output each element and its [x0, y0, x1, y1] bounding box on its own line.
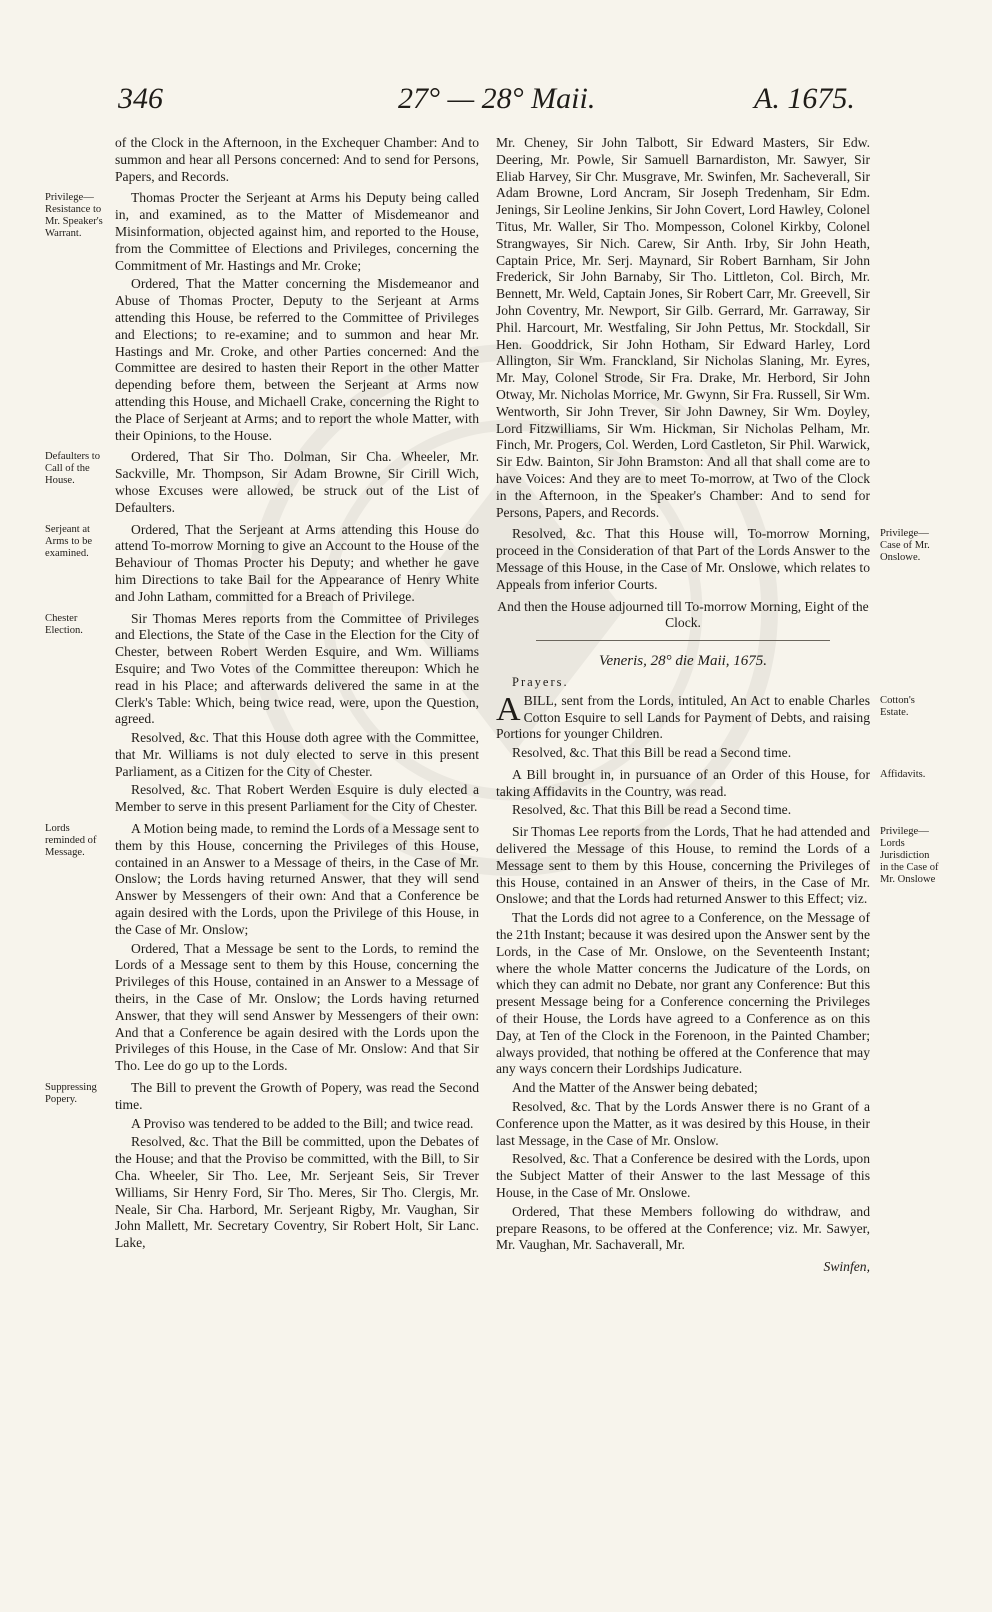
entry-block [496, 135, 870, 521]
entry-block [45, 449, 479, 516]
marginal-note: Chester Election. [45, 612, 83, 636]
day-heading: Veneris, 28° die Maii, 1675. [598, 653, 768, 670]
entry-paragraph: That the Lords did not agree to a Conference, on the Message of the 21th Instant; because it was desired upon the Answer sent by the Lords, in the Case of Mr. Onslowe, on the Seventeenth Instant; where the whole Matter concerns the Judicature of the Lords, on which they can admit no Debate, nor grant any Conference: But this present Message being for a Conference concerning the Privileges of their House, the Lords have agreed to a Conference as on this Day, at Ten of the Clock in the Forenoon, in the Painted Chamber; always provided, that nothing be offered at the Conference that may any ways concern their Lordships Judicature. [496, 910, 870, 1077]
adjournment-text: And then the House adjourned till To-morrow Morning, Eight of the Clock. [497, 598, 869, 631]
entry-paragraph: Ordered, That Sir Tho. Dolman, Sir Cha. Wheeler, Mr. Sackville, Mr. Thompson, Sir Adam Browne, Sir Cirill Wich, whose Excuses were allowed, be struck out of the List of Defaulters. [115, 449, 479, 515]
catchword: Swinfen, [823, 1259, 870, 1275]
marginal-note: Defaulters to Call of the House. [45, 451, 101, 487]
page-header [0, 82, 992, 130]
right-column-bottom [496, 690, 939, 1255]
prayers-label: Prayers. [512, 674, 569, 689]
marginal-note: Privilege— Lords Jurisdiction in the Case of Mr. Onslowe [880, 826, 939, 886]
entry-paragraph: Ordered, That a Message be sent to the Lords, to remind the Lords of a Message sent to them by this House, concerning the Privileges of this House, contained in an Answer to a Message of theirs, in the Case of Mr. Onslow; the Lords having returned Answer, that they will send Answer by Messengers of their own: And that a Conference be again desired with the Lords upon the Privileges of this House, in the Case of Mr. Onslow: And that Sir Tho. Lee do go up to the Lords. [115, 940, 479, 1074]
entry-paragraph: Resolved, &c. That this House will, To-morrow Morning, proceed in the Consideration of that Part of the Lords Answer to the Message of this House, in the Case of Mr. Onslowe, which relates to Appeals from inferior Courts. [496, 526, 870, 592]
entry-paragraph: Resolved, &c. That Robert Werden Esquire is duly elected a Member to serve in this present Parliament for the City of Chester. [115, 782, 479, 815]
entry-paragraph: Resolved, &c. That this Bill be read a Second time. [512, 745, 792, 761]
entry-paragraph: Resolved, &c. That this Bill be read a Second time. [512, 802, 792, 818]
entry-paragraph: Resolved, &c. That this House doth agree with the Committee, that Mr. Williams is not duly elected to serve in this present Parliament, as a Citizen for the City of Chester. [115, 730, 479, 779]
entry-block [496, 526, 930, 593]
adjournment-block [496, 599, 870, 633]
entry-paragraph: A Bill brought in, in pursuance of an Order of this House, for taking Affidavits in the Country, was read. [496, 766, 870, 799]
entry-paragraph: Resolved, &c. That a Conference be desired with the Lords, upon the Subject Matter of their Answer to the last Message of this House, in the Case of Mr. Onslowe. [496, 1151, 870, 1201]
marginal-note: Lords reminded of Message. [45, 823, 97, 859]
entry-paragraph: Ordered, That the Matter concerning the Misdemeanor and Abuse of Thomas Procter, Deputy to the Serjeant at Arms attending this House, be referred to the Committee of Privileges and Elections; to re-examine; and to summon and hear Mr. Hastings and Mr. Croke, and other Parties concerned: And the Committee are desired to hasten their Report in the other Matter depending before them, between the Serjeant at Arms now attending this House, and Michaell Crake, concerning the Right to the Place of Serjeant at Arms; and to report the whole Matter, with their Opinions, to the House. [115, 276, 479, 443]
entry-block [45, 521, 479, 606]
drop-cap: A [496, 690, 521, 728]
marginal-note: Affidavits. [880, 768, 926, 780]
header-date: 27° — 28° Maii. [398, 82, 596, 115]
entry-paragraph: And the Matter of the Answer being debated; [512, 1080, 758, 1096]
entry-paragraph: Sir Thomas Meres reports from the Committee of Privileges and Elections, the State of the Case in the Election for the City of Chester, between Robert Werden Esquire, and Wm. Williams Esquire; and Two Votes of the Committee thereupon: Which he read in his Place; and afterwards delivered the same in at the Clerk's Table: Which, being twice read, were, upon the Question, agreed. [115, 610, 479, 727]
entry-paragraph: Mr. Cheney, Sir John Talbott, Sir Edward Masters, Sir Edw. Deering, Mr. Powle, Sir Samuell Barnardiston, Mr. Sawyer, Sir Eliab Harvey, Sir Chr. Musgrave, Mr. Swinfen, Mr. Sacheverall, Sir Adam Browne, Lord Ancram, Sir Joseph Tredenham, Sir Edm. Jenings, Sir Leoline Jenkins, Sir John Covert, Lord Hawley, Colonel Titus, Mr. Waller, Sir Tho. Mompesson, Colonel Kirkby, Colonel Strangwayes, Sir Nich. Carew, Sir Anth. Irby, Sir John Heath, Captain Price, Mr. Serj. Maynard, Sir Robert Barnham, Sir John Frederick, Sir John Barnaby, Sir Tho. Littleton, Col. Birch, Mr. Bennett, Mr. Weld, Captain Jones, Sir Robert Carr, Mr. Greevell, Sir John Coventry, Mr. Newport, Sir Gilb. Gerrard, Mr. Garraway, Sir Phil. Harcourt, Mr. Westfaling, Sir John Pettus, Mr. Stockdall, Sir Hen. Gooddrick, Sir John Hotham, Sir Edward Harley, Lord Allington, Sir Wm. Franckland, Sir Nicholas Slaning, Mr. Eyres, Mr. May, Colonel Strode, Sir Fra. Drake, Mr. Herbord, Sir John Otway, Mr. Nicholas Morrice, Mr. Gwynn, Sir Fra. Russell, Sir Wm. Wentworth, Sir John Trever, Sir John Dawney, Sir Wm. Doyley, Lord Fitzwilliams, Sir Wm. Hickman, Sir Nicholas Pelham, Mr. Finch, Mr. Progers, Col. Werden, Lord Castleton, Sir Phil. Warwick, Sir Edw. Bainton, Sir John Bramston: And all that shall come are to have Voices: And they are to meet To-morrow, at Two of the Clock in the Afternoon, in the Speaker's Chamber: And to send for Persons, Papers, and Records. [496, 135, 870, 520]
entry-block [496, 690, 915, 762]
entry-paragraph: The Bill to prevent the Growth of Popery, was read the Second time. [115, 1080, 479, 1112]
header-year: A. 1675. [754, 82, 855, 115]
entry-paragraph: Ordered, That the Serjeant at Arms attending this House do attend To-morrow Morning to give an Account to the House of the Behaviour of Thomas Procter his Deputy; and whether he gave him Directions to take Bail for the Appearance of Henry White and John Latham, committed for a Breach of Privilege. [115, 521, 479, 604]
marginal-note: Privilege— Resistance to Mr. Speaker's Warrant. [45, 192, 103, 240]
entry-block [45, 821, 479, 1075]
entry-paragraph: Ordered, That these Members following do withdraw, and prepare Reasons, to be offered at the Conference; viz. Mr. Sawyer, Mr. Vaughan, Mr. Sachaverall, Mr. [496, 1203, 870, 1253]
entry-paragraph: Resolved, &c. That by the Lords Answer there is no Grant of a Conference upon the Matter, as it was desired by this House, in their last Message, in the Case of Mr. Onslow. [496, 1099, 870, 1148]
entry-paragraph [496, 690, 870, 743]
marginal-note: Suppressing Popery. [45, 1082, 97, 1106]
entry-paragraph: Resolved, &c. That the Bill be committed, upon the Debates of the House; and that the Proviso be committed, with the Bill, to Sir Cha. Wheeler, Sir Tho. Lee, Mr. Serjeant Seis, Sir Trever Williams, Sir Henry Ford, Sir Tho. Meres, Sir Tho. Clergis, Mr. Neale, Sir Cha. Harbord, Mr. Serjeant Rigby, Mr. Vaughan, Sir John Mallett, Mr. Secretary Coventry, Sir Robert Holt, Sir Lanc. Lake, [115, 1134, 479, 1251]
entry-paragraph: Sir Thomas Lee reports from the Lords, That he had attended and delivered the Message of this House, to remind the Lords of a Message sent to them by this House, concerning the Privileges of this House, contained in an Answer of theirs, in the Case of Mr. Onslowe; and that the Lords had returned Answer to this Effect; viz. [496, 824, 870, 907]
section-divider [536, 640, 830, 641]
page-number: 346 [118, 82, 163, 115]
entry-block [496, 766, 926, 819]
marginal-note: Cotton's Estate. [880, 694, 915, 718]
marginal-note: Serjeant at Arms to be examined. [45, 523, 93, 559]
entry-block [115, 135, 479, 185]
entry-text: BILL, sent from the Lords, intituled, An Act to enable Charles Cotton Esquire to sell Lands for Payment of Debts, and raising Portions for younger Children. [496, 692, 870, 742]
right-column-top [496, 135, 930, 594]
entry-block [45, 610, 479, 817]
entry-block [45, 1080, 479, 1252]
entry-paragraph: A Motion being made, to remind the Lords of a Message sent to them by this House, concerning the Privileges of this House, contained in an Answer to a Message of theirs, in the Case of Mr. Onslow; the Lords having returned Answer, that they will send Answer by Messengers of their own: And that a Conference be again desired with the Lords, upon the Privilege of this House, in the Case of Mr. Onslow; [115, 821, 479, 937]
entry-paragraph: A Proviso was tendered to be added to the Bill; and twice read. [131, 1115, 474, 1131]
entry-block [45, 190, 479, 444]
left-column [45, 135, 479, 1257]
right-column [496, 135, 939, 1276]
entry-paragraph: Thomas Procter the Serjeant at Arms his Deputy being called in, and examined, as to the Matter of Misdemeanor and Misinformation, objected against him, and reported to the House, from the Committee of Elections and Privileges, concerning the Commitment of Mr. Hastings and Mr. Croke; [115, 190, 479, 273]
entry-paragraph: of the Clock in the Afternoon, in the Exchequer Chamber: And to summon and hear all Persons concerned: And to send for Persons, Papers, and Records. [115, 135, 479, 184]
entry-block [496, 824, 939, 1254]
marginal-note: Privilege— Case of Mr. Onslowe. [880, 528, 930, 564]
